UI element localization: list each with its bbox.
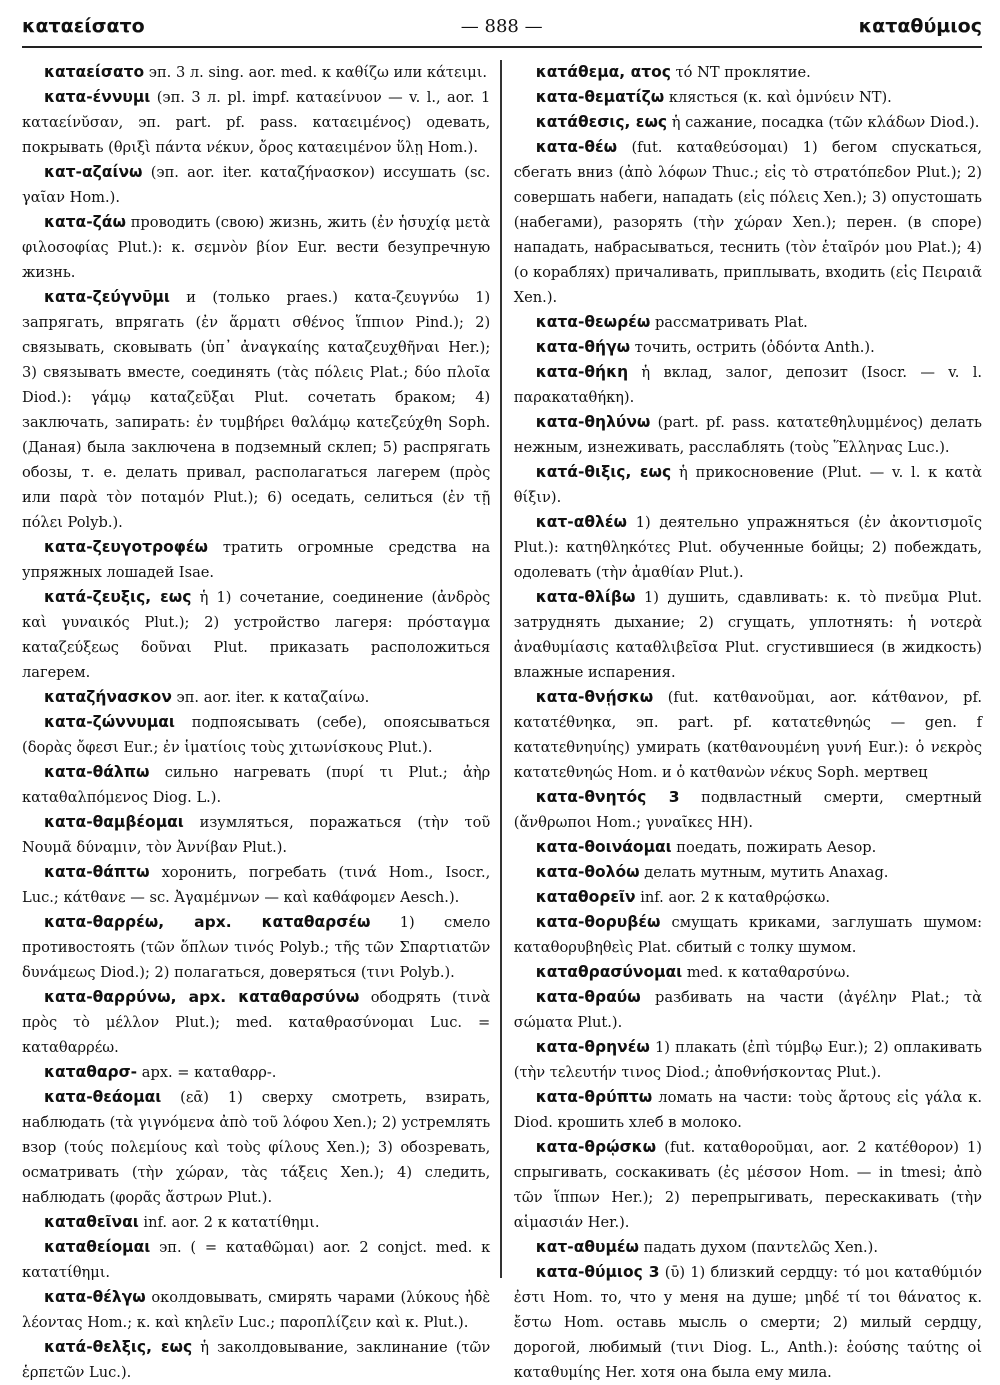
dictionary-entry [514,835,982,860]
dictionary-entry [22,535,490,585]
entry-definition: 1) душить, сдавливать: κ. τὸ πνεῦμα Plut. затруднять дыхание; 2) сгущать, уплотнять: ἡ νοτερὰ ἀναθυμίασις καταθλιβεῖσα Plut. сгустившиеся (в жидкость) влажные испарения. [513,589,982,681]
entry-definition: подпоясывать (себе), опоясываться (δορὰς ὄφεσι Eur.; ἐν ἱματίοις τοὺς χιτωνίσκους Plut.). [22,714,491,756]
entry-headword: κατα-θαρρύνω, арх. καταθαρσύνω [44,988,360,1006]
entry-headword: κατα-θήγω [535,338,631,356]
entry-definition: 1) смело противостоять (τῶν ὅπλων τινός Polyb.; τῆς τῶν Σπαρτιατῶν δυνάμεως Diod.); 2) полагаться, доверяться (τινι Polyb.). [22,914,491,981]
dictionary-entry [514,410,982,460]
left-column [22,60,500,1381]
dictionary-entry [22,160,490,210]
dictionary-entry [22,985,490,1060]
entry-headword: κατα-θορυβέω [535,913,661,931]
entry-headword: κατα-ζευγοτροφέω [44,538,208,556]
header-rule [22,46,982,48]
dictionary-entry [22,60,490,85]
dictionary-entry [22,210,490,285]
entry-headword: κατα-θήκη [535,363,629,381]
entry-headword: κατα-ζεύγνῡμι [44,288,170,306]
entry-definition: (fut. κατθανοῦμαι, aor. κάτθανον, pf. κατατέθνηκα, эп. part. pf. κατατεθνηώς — gen. f κατατεθνηυίης) умирать (κατθανουμένη γυνή Eur.): ὁ νεκρὸς κατατεθνηώς Hom. и ὁ κατθανὼν νέκυς Soph. мертвец [513,689,982,781]
dictionary-entry [514,135,982,310]
entry-definition: 1) деятельно упражняться (ἐν ἀκοντισμοῖς Plut.): κατηθληκότες Plut. обученные бойцы; 2) побеждать, одолевать (τὴν ἀμαθίαν Plut.). [513,514,982,581]
entry-definition: точить, острить (ὀδόντα Anth.). [630,339,875,356]
entry-definition: 1) плакать (ἐπὶ τύμβῳ Eur.); 2) оплакивать (τὴν τελευτήν τινος Diod.; ἀποθνήσκοντας Plut.). [513,1039,982,1081]
entry-definition: клясться (κ. καὶ ὀμνύειν NT). [664,89,892,106]
entry-definition: ἡ вклад, залог, депозит (Isocr. — v. l. παρακαταθήκη). [513,364,982,406]
dictionary-entry [22,860,490,910]
entry-headword: κατ-αθυμέω [535,1238,640,1256]
entry-definition: (fut. καταθεύσομαι) 1) бегом спускаться, сбегать вниз (ἀπὸ λόφων Thuc.; εἰς τὸ στρατόπεδον Plut.); 2) совершать набеги, нападать (εἰς πόλεις Xen.); 3) опустошать (набегами), разорять (τὴν χώραν Xen.); перен. (в споре) нападать, набрасываться, теснить (τὸν ἑταῖρόν μου Plat.); 4) (о кораблях) причаливать, приплывать, входить (εἰς Πειραιᾶ Xen.). [513,139,982,306]
entry-headword: κατα-θρῴσκω [535,1138,657,1156]
dictionary-entry [514,910,982,960]
entry-headword: κατα-θύμιος 3 [535,1263,660,1281]
entry-headword: κατα-θαρρέω, арх. καταθαρσέω [44,913,371,931]
entry-headword: κατά-ζευξις, εως [44,588,192,606]
entry-headword: καταζήνασκον [44,688,172,706]
entry-definition: и (только praes.) κατα-ζευγνύω 1) запрягать, впрягать (ἐν ἅρματι σθένος ἵππιον Pind.); 2) связывать, сковывать (ὑπ᾿ ἀναγκαίης καταζευχθῆναι Her.); 3) связывать вместе, соединять (τὰς πόλεις Plat.; δύο πλοῖα Diod.): γάμῳ καταζεῦξαι Plut. сочетать браком; 4) заключать, запирать: ἐν τυμβήρει θαλάμῳ κατεζεύχθη Soph. (Даная) была заключена в подземный склеп; 5) распрягать обозы, т. е. делать привал, располагаться лагерем (πρὸς или παρὰ τὸν ποταμόν Plut.); 6) оседать, селиться (ἐν τῇ πόλει Polyb.). [22,289,491,531]
entry-headword: καταθρασύνομαι [535,963,683,981]
entry-headword: κατα-θνῄσκω [535,688,654,706]
entry-headword: κατα-ζάω [44,213,126,231]
entry-headword: καταθεῖναι [44,1213,139,1231]
entry-definition: подвластный смерти, смертный (ἄνθρωποι Hom.; γυναῖκες HH). [513,789,982,831]
entry-definition: разбивать на части (ἀγέλην Plat.; τὰ σώματα Plut.). [513,989,982,1031]
entry-definition: (fut. καταθοροῦμαι, aor. 2 κατέθορον) 1) спрыгивать, соскакивать (ἐς μέσσον Hom. — in tmesi; ἀπὸ τῶν ἵππων Her.); 2) перепрыгивать, перескакивать (τὴν αἱμασιάν Her.). [513,1139,982,1231]
entry-definition: околдовывать, смирять чарами (λύκους ἠδὲ λέοντας Hom.; κ. καὶ κηλεῖν Luc.; παροπλίζειν καὶ κ. Plut.). [22,1289,491,1331]
dictionary-entry [22,1335,490,1385]
dictionary-entry [22,85,490,160]
entry-definition: ломать на части: τοὺς ἄρτους εἰς γάλα κ. Diod. крошить хлеб в молоко. [513,1089,982,1131]
dictionary-entry [514,885,982,910]
dictionary-entry [514,960,982,985]
entry-definition: ἡ сажание, посадка (τῶν κλάδων Diod.). [667,114,980,131]
entry-headword: κατα-θέω [535,138,618,156]
entry-headword: κατα-θολόω [535,863,640,881]
entry-headword: κατάθεμα, ατος [535,63,671,81]
page-number: — 888 — [460,15,543,37]
entry-definition: ἡ 1) сочетание, соединение (ἀνδρὸς καὶ γυναικός Plut.); 2) устройство лагеря: πρόσταγμα καταζεύξεως δοῦναι Plut. приказать расположиться лагерем. [22,589,491,681]
dictionary-entry [22,1285,490,1335]
entry-definition: изумляться, поражаться (τὴν τοῦ Νουμᾶ δύναμιν, τὸν Ἀννίβαν Plut.). [22,814,491,856]
dictionary-entry [514,785,982,835]
dictionary-entry [22,685,490,710]
dictionary-entry [22,285,490,535]
entry-headword: κατα-θλίβω [535,588,636,606]
entry-definition: (эп. aor. iter. καταζήνασκον) иссушать (sc. γαῖαν Hom.). [22,164,491,206]
dictionary-entry [22,1210,490,1235]
entry-headword: κατ-αζαίνω [44,163,143,181]
running-head-left: καταείσατο [22,15,145,37]
dictionary-entry [514,335,982,360]
dictionary-entry [514,360,982,410]
entry-headword: κατάθεσις, εως [535,113,668,131]
dictionary-entry [22,1085,490,1210]
entry-definition: (εᾱ) 1) сверху смотреть, взирать, наблюдать (τὰ γιγνόμενα ἀπὸ τοῦ λόφου Xen.); 2) устремлять взор (τούς πολεμίους καὶ τοὺς φίλους Xen.); 3) обозревать, осматривать (τὴν χώραν, τὰς τάξεις Xen.); 4) следить, наблюдать (φορᾶς ἄστρων Plut.). [22,1089,491,1206]
entry-headword: κατά-θιξις, εως [535,463,672,481]
running-head-right: καταθύμιος [858,15,982,37]
entry-definition: тратить огромные средства на упряжных лошадей Isae. [22,539,491,581]
dictionary-entry [22,585,490,685]
dictionary-entry [514,1135,982,1235]
entry-definition: τό NT проклятие. [670,64,811,81]
entry-headword: κατα-θραύω [535,988,641,1006]
entry-definition: проводить (свою) жизнь, жить (ἐν ἡσυχίᾳ μετὰ φιλοσοφίας Plut.): κ. σεμνὸν βίον Eur. вести безупречную жизнь. [22,214,491,281]
dictionary-entry [514,110,982,135]
entry-definition: арх. = καταθαρρ-. [137,1064,277,1081]
entry-definition: (part. pf. pass. κατατεθηλυμμένος) делать нежным, изнеживать, расслаблять (τοὺς Ἕλληνας Luc.). [513,414,982,456]
entry-headword: κατα-θεάομαι [44,1088,162,1106]
entry-headword: κατα-θηλύνω [535,413,651,431]
dictionary-entry [514,460,982,510]
dictionary-columns [22,60,982,1381]
dictionary-entry [22,760,490,810]
dictionary-entry [22,1060,490,1085]
dictionary-entry [514,1235,982,1260]
entry-headword: κατα-ζώννυμαι [44,713,175,731]
entry-headword: κατα-θαμβέομαι [44,813,184,831]
entry-definition: med. к καταθαρσύνω. [682,964,851,981]
entry-headword: καταείσατο [44,63,145,81]
entry-headword: κατά-θελξις, εως [44,1338,193,1356]
entry-definition: эп. ( = καταθῶμαι) aor. 2 conjct. med. к κατατίθημι. [22,1239,491,1281]
entry-definition: делать мутным, мутить Anaxag. [639,864,889,881]
dictionary-entry [514,85,982,110]
entry-definition: (эп. 3 л. pl. impf. καταείνυον — v. l., aor. 1 καταείνῠσαν, эп. part. pf. pass. καταειμένος) одевать, покрывать (θριξὶ πάντα νέκυν, ὄρος καταειμένον ὕλῃ Hom.). [22,89,491,156]
entry-headword: κατ-αθλέω [535,513,627,531]
entry-definition: ободрять (τινὰ πρὸς τὸ μέλλον Plut.); med. καταθρασύνομαι Luc. = καταθαρρέω. [22,989,491,1056]
entry-headword: καταθαρσ- [44,1063,138,1081]
entry-definition: ἡ заколдовывание, заклинание (τῶν ἑρπετῶν Luc.). [22,1339,491,1381]
entry-headword: κατα-θοινάομαι [535,838,672,856]
entry-definition: смущать криками, заглушать шумом: καταθορυβηθεὶς Plat. сбитый с толку шумом. [513,914,982,956]
dictionary-entry [514,510,982,585]
dictionary-entry [514,985,982,1035]
dictionary-entry [514,1035,982,1085]
dictionary-entry [514,1085,982,1135]
entry-headword: καταθείομαι [44,1238,151,1256]
entry-definition: сильно нагревать (πυρί τι Plut.; ἀὴρ καταθαλπόμενος Diog. L.). [22,764,491,806]
entry-definition: inf. aor. 2 к καταθρῴσκω. [635,889,831,906]
dictionary-entry [22,1235,490,1285]
dictionary-entry [514,860,982,885]
entry-headword: κατα-θρύπτω [535,1088,653,1106]
dictionary-entry [22,810,490,860]
dictionary-entry [514,585,982,685]
entry-definition: хоронить, погребать (τινά Hom., Isocr., Luc.; κάτθανε — sc. Ἀγαμέμνων — καὶ καθάφομεν Aesch.). [22,864,491,906]
entry-definition: рассматривать Plat. [650,314,808,331]
entry-definition: inf. aor. 2 к κατατίθημι. [138,1214,320,1231]
entry-headword: κατα-θεωρέω [535,313,651,331]
entry-headword: κατα-θεματίζω [535,88,665,106]
dictionary-entry [514,60,982,85]
entry-definition: эп. 3 л. sing. aor. med. к καθίζω или κάτειμι. [144,64,488,81]
entry-headword: κατα-θάπτω [44,863,150,881]
dictionary-entry [22,710,490,760]
entry-definition: (ῡ) 1) близкий сердцу: τό μοι καταθύμιόν ἐστι Hom. то, что у меня на душе; μηδέ τί τοι θάνατος κ. ἔστω Hom. оставь мысль о смерти; 2) милый сердцу, дорогой, любимый (τινι Diog. L., Anth.): ἐούσης ταύτης οἱ καταθυμίης Her. хотя она была ему мила. [513,1264,982,1381]
entry-headword: κατα-θέλγω [44,1288,146,1306]
entry-definition: поедать, пожирать Aesop. [671,839,877,856]
entry-headword: κατα-θνητός 3 [535,788,680,806]
entry-definition: ἡ прикосновение (Plut. — v. l. к κατὰ θίξιν). [513,464,982,506]
dictionary-entry [514,685,982,785]
entry-definition: падать духом (παντελῶς Xen.). [639,1239,879,1256]
dictionary-entry [514,1260,982,1385]
entry-headword: κατα-θρηνέω [535,1038,650,1056]
right-column [502,60,982,1381]
dictionary-entry [22,910,490,985]
entry-definition: эп. aor. iter. к καταζαίνω. [171,689,370,706]
page-header [22,6,982,46]
entry-headword: κατα-θάλπω [44,763,150,781]
entry-headword: κατα-έννυμι [44,88,151,106]
entry-headword: καταθορεῖν [535,888,636,906]
dictionary-entry [514,310,982,335]
